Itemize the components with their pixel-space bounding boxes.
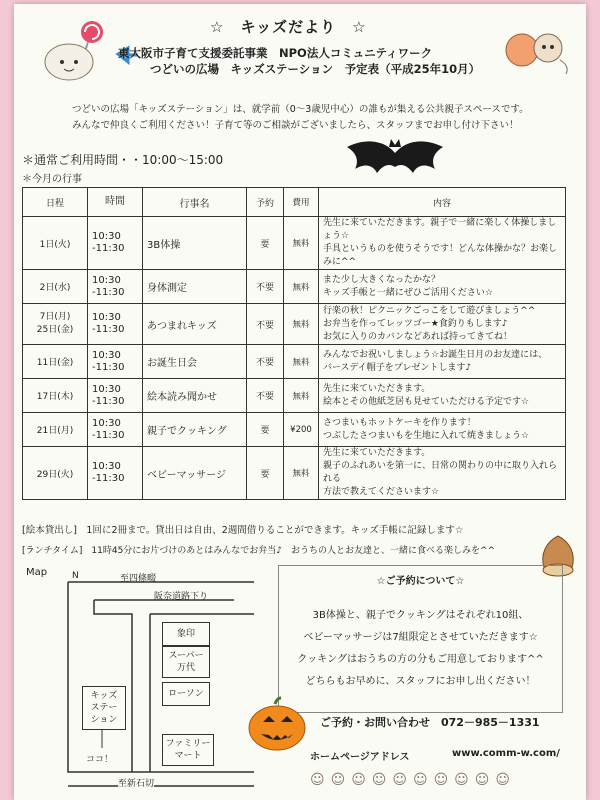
header-event: 行事名 <box>143 188 247 217</box>
notice-line-3: クッキングはおうちの方の分もご用意しております^^ <box>297 654 544 665</box>
table-header-row <box>23 188 566 217</box>
usage-hours: ＊通常ご利用時間・・10:00～15:00 <box>22 153 224 167</box>
mascot-monkey-illustration <box>500 20 580 80</box>
content-line: 行楽の秋！ピクニックごっこをして遊びましょう^^ <box>323 305 536 316</box>
map-label: Map <box>26 567 48 578</box>
time-end: -11:30 <box>92 243 125 254</box>
event-name: 絵本読み聞かせ <box>143 379 247 413</box>
map-lawson: ローソン <box>162 682 210 706</box>
event-time <box>88 447 143 500</box>
content-line: お気に入りのカバンなどあれば持ってきてね！ <box>323 331 513 342</box>
intro-line-1: つどいの広場「キッズステーション」は、就学前（0～3歳児中心）の誰もが集える公共親子スペースです。 <box>72 104 529 115</box>
table-row <box>23 217 566 270</box>
event-date: 2日(水) <box>23 270 88 304</box>
event-date: 29日(火) <box>23 447 88 500</box>
bat-illustration <box>345 133 445 188</box>
event-time <box>88 217 143 270</box>
notice-line-4: どちらもお早めに、スタッフにお申し出ください！ <box>305 676 536 687</box>
time-end: -11:30 <box>92 286 125 298</box>
event-reservation: 不要 <box>247 270 284 304</box>
event-fee: ¥200 <box>284 413 319 447</box>
organizer-text: 東大阪市子育て支援委託事業 NPO法人コミュニティワーク <box>118 46 433 60</box>
intro-line-2: みんなで仲良くご利用ください！子育て等のご相談がございましたら、スタッフまでお申し付け下さい！ <box>72 120 519 131</box>
road-to-shinishikiri: 至新石切 <box>118 776 154 789</box>
event-name: お誕生日会 <box>143 345 247 379</box>
map-supermarket: スーパー 万代 <box>162 646 210 678</box>
book-lending-note: [絵本貸出し] 1回に2冊まで。貸出日は自由、2週間借りることができます。キッズ手帳に記録します☆ <box>22 525 464 536</box>
event-fee: 無料 <box>284 379 319 413</box>
notice-line-1: 3B体操と、親子でクッキングはそれぞれ10組、 <box>312 610 529 621</box>
homepage-label: ホームページアドレス <box>310 752 410 763</box>
access-map <box>34 572 270 794</box>
time-end: -11:30 <box>92 324 125 335</box>
schedule-subtitle: つどいの広場 キッズステーション 予定表（平成25年10月） <box>150 62 481 76</box>
homepage-url[interactable]: www.comm-w.com/ <box>452 748 560 759</box>
time-start: 10:30 <box>92 461 121 472</box>
table-row <box>23 304 566 345</box>
contact-info: ご予約・お問い合わせ 072－985－1331 <box>320 716 540 729</box>
notice-title: ☆ご予約について☆ <box>376 576 465 587</box>
notice-line-2: ベビーマッサージは7組限定とさせていただきます☆ <box>303 632 538 643</box>
map-kids-station: キッズ ステー ション <box>82 686 126 730</box>
table-row <box>23 379 566 413</box>
header-fee: 費用 <box>284 188 319 217</box>
header-date: 日程 <box>23 188 88 217</box>
event-name: 3B体操 <box>143 217 247 270</box>
table-row <box>23 270 566 304</box>
content-line: 先生に来ていただきます。 <box>323 383 431 394</box>
content-line: バースデイ帽子をプレゼントします♪ <box>323 362 472 373</box>
content-line: みんなでお祝いしましょう☆お誕生日月のお友達には、 <box>323 349 548 360</box>
time-end: -11:30 <box>92 361 125 373</box>
event-fee: 無料 <box>284 304 319 345</box>
road-hanna: 阪奈道路下り <box>154 592 209 602</box>
time-start: 10:30 <box>92 231 121 242</box>
table-row <box>23 447 566 500</box>
events-heading: ＊今月の行事 <box>22 174 82 185</box>
content-line: つぶしたさつまいもを生地に入れて焼きましょう☆ <box>323 430 530 441</box>
time-start: 10:30 <box>92 349 121 361</box>
map-familymart: ファミリー マート <box>162 734 214 766</box>
event-fee: 無料 <box>284 447 319 500</box>
time-end: -11:30 <box>92 395 125 407</box>
event-reservation: 要 <box>247 217 284 270</box>
time-start: 10:30 <box>92 383 121 395</box>
time-start: 10:30 <box>92 312 121 323</box>
event-fee: 無料 <box>284 345 319 379</box>
time-end: -11:30 <box>92 473 125 484</box>
time-start: 10:30 <box>92 274 121 286</box>
content-line: 手具というものを使うそうです！どんな体操かな？お楽しみに^^ <box>323 244 558 267</box>
event-fee: 無料 <box>284 270 319 304</box>
event-name: あつまれキッズ <box>143 304 247 345</box>
event-reservation: 要 <box>247 413 284 447</box>
event-time <box>88 270 143 304</box>
table-row <box>23 345 566 379</box>
road-to-shijonawate: 至四條畷 <box>120 574 157 584</box>
event-fee: 無料 <box>284 217 319 270</box>
event-date: 7日(月) 25日(金) <box>23 304 88 345</box>
page-title: ☆ キッズだより ☆ <box>210 18 367 36</box>
event-time <box>88 379 143 413</box>
content-line: 絵本とその他紙芝居も見せていただける予定です☆ <box>323 396 530 407</box>
content-line: さつまいもホットケーキを作ります！ <box>323 417 476 428</box>
event-reservation: 不要 <box>247 379 284 413</box>
content-line: 先生に来ていただきます。 <box>323 448 431 458</box>
event-time <box>88 413 143 447</box>
map-zoujirushi: 象印 <box>162 622 210 646</box>
event-content <box>319 345 566 379</box>
event-content <box>319 379 566 413</box>
event-time <box>88 304 143 345</box>
event-reservation: 不要 <box>247 345 284 379</box>
content-line: 先生に来ていただきます。親子で一緒に楽しく体操しましょう☆ <box>323 218 557 241</box>
event-date: 11日(金) <box>23 345 88 379</box>
header-reservation: 予約 <box>247 188 284 217</box>
event-content <box>319 217 566 270</box>
map-roads <box>34 572 270 794</box>
event-date: 1日(火) <box>23 217 88 270</box>
event-time <box>88 345 143 379</box>
header-time: 時間 <box>88 188 143 217</box>
table-row <box>23 413 566 447</box>
content-line: また少し大きくなったかな？ <box>323 274 441 285</box>
north-marker: N <box>72 571 79 581</box>
map-here-marker: ココ！ <box>86 755 114 765</box>
pumpkin-illustration <box>245 694 309 754</box>
event-date: 17日(木) <box>23 379 88 413</box>
event-name: 身体測定 <box>143 270 247 304</box>
content-line: 親子のふれあいを第一に、日常の関わりの中に取り入れられる <box>323 461 558 484</box>
decorative-faces: ☺☺☺☺☺☺☺☺☺☺ <box>310 772 516 788</box>
event-date: 21日(月) <box>23 413 88 447</box>
event-name: ベビーマッサージ <box>143 447 247 500</box>
event-name: 親子でクッキング <box>143 413 247 447</box>
event-content <box>319 270 566 304</box>
time-end: -11:30 <box>92 429 125 441</box>
lunch-time-note: [ランチタイム] 11時45分にお片づけのあとはみんなでお弁当♪ おうちの人とお友達と、一緒に食べる楽しみを^^ <box>22 546 496 556</box>
event-schedule-table <box>22 187 566 500</box>
content-line: キッズ手帳と一緒にぜひご活用ください☆ <box>323 287 493 298</box>
time-start: 10:30 <box>92 417 121 429</box>
event-content <box>319 304 566 345</box>
reservation-notice-box <box>278 565 563 713</box>
content-line: 方法で教えてくださいます☆ <box>323 487 440 497</box>
event-content <box>319 447 566 500</box>
content-line: お弁当を作ってレッツゴー★食釣りもします♪ <box>323 318 508 329</box>
event-content <box>319 413 566 447</box>
header-content: 内容 <box>319 188 566 217</box>
event-reservation: 要 <box>247 447 284 500</box>
event-reservation: 不要 <box>247 304 284 345</box>
